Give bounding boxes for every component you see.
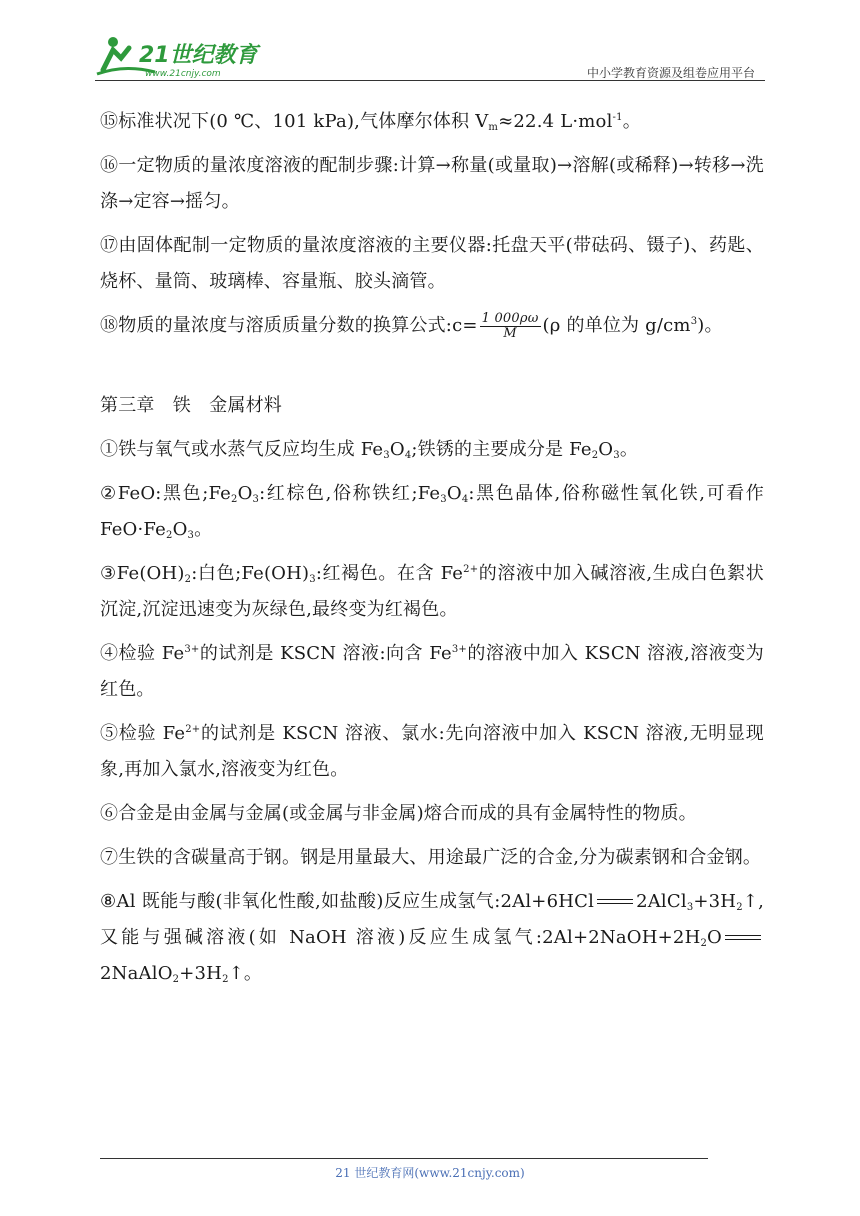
- svg-text:21世纪教育: 21世纪教育: [139, 43, 258, 68]
- document-body: [100, 104, 764, 1000]
- page-header: [95, 30, 765, 80]
- ch3-item-6: ⑥合金是由金属与金属(或金属与非金属)熔合而成的具有金属特性的物质。: [100, 803, 697, 824]
- formula-fraction: $\frac{1 000\rho\omega}{M}$: [481, 310, 539, 341]
- item-17: ⑰由固体配制一定物质的量浓度溶液的主要仪器:托盘天平(带砝码、镊子)、药匙、烧杯、量筒、玻璃棒、容量瓶、胶头滴管。: [100, 235, 764, 292]
- ch3-item-5: ⑤检验 $Fe^{2+}$的试剂是 KSCN 溶液、氯水:先向溶液中加入 KSCN 溶液,无明显现象,再加入氯水,溶液变为红色。: [100, 723, 764, 780]
- header-divider: [95, 80, 765, 81]
- ch3-item-7: ⑦生铁的含碳量高于钢。钢是用量最大、用途最广泛的合金,分为碳素钢和合金钢。: [100, 847, 762, 868]
- item-16: ⑯一定物质的量浓度溶液的配制步骤:计算→称量(或量取)→溶解(或稀释)→转移→洗涤→定容→摇匀。: [100, 155, 764, 212]
- item-15: ⑮标准状况下(0 ℃、101 kPa),气体摩尔体积 $V_m\approx 22.4$ L·mol$^{-1}$。: [100, 111, 641, 133]
- chapter-title: 第三章 铁 金属材料: [100, 395, 282, 416]
- ch3-item-1: ①铁与氧气或水蒸气反应均生成 $Fe_3O_4$;铁锈的主要成分是 $Fe_2O_3$。: [100, 439, 639, 461]
- svg-text:www.21cnjy.com: www.21cnjy.com: [145, 69, 221, 79]
- ch3-item-2: ②FeO:黑色$;Fe_2O_3$:红棕色,俗称铁红$;Fe_3O_4$:黑色晶体,俗称磁性氧化铁,可看作 $FeO\cdot Fe_2O_3$。: [100, 483, 764, 541]
- equals-sign: [597, 899, 633, 905]
- ch3-item-4: ④检验 $Fe^{3+}$的试剂是 KSCN 溶液:向含 $Fe^{3+}$的溶液中加入 KSCN 溶液,溶液变为红色。: [100, 643, 764, 700]
- equals-sign: [725, 935, 761, 941]
- ch3-item-8: ⑧Al 既能与酸(非氧化性酸,如盐酸)反应生成氢气:2Al+6HCl $2AlCl_3+3H_2↑$,又能与强碱溶液(如 NaOH 溶液)反应生成氢气$:2Al+2NaOH+2H_2O$ $2NaAlO_2+3H_2↑$。: [100, 891, 764, 985]
- platform-label: 中小学教育资源及组卷应用平台: [586, 66, 755, 80]
- ch3-item-3: $③Fe(OH)_2$:白色$;Fe(OH)_3$:红褐色。在含 $Fe^{2+}$的溶液中加入碱溶液,生成白色絮状沉淀,沉淀迅速变为灰绿色,最终变为红褐色。: [100, 563, 764, 620]
- site-logo: [95, 34, 265, 80]
- footer-link[interactable]: 21 世纪教育网(www.21cnjy.com): [335, 1166, 525, 1180]
- item-18: ⑱物质的量浓度与溶质质量分数的换算公式:c= $\frac{1 000\rho\omega}{M}$ (ρ 的单位为 $g/cm^3$)。: [100, 310, 723, 341]
- footer-divider: [100, 1158, 708, 1159]
